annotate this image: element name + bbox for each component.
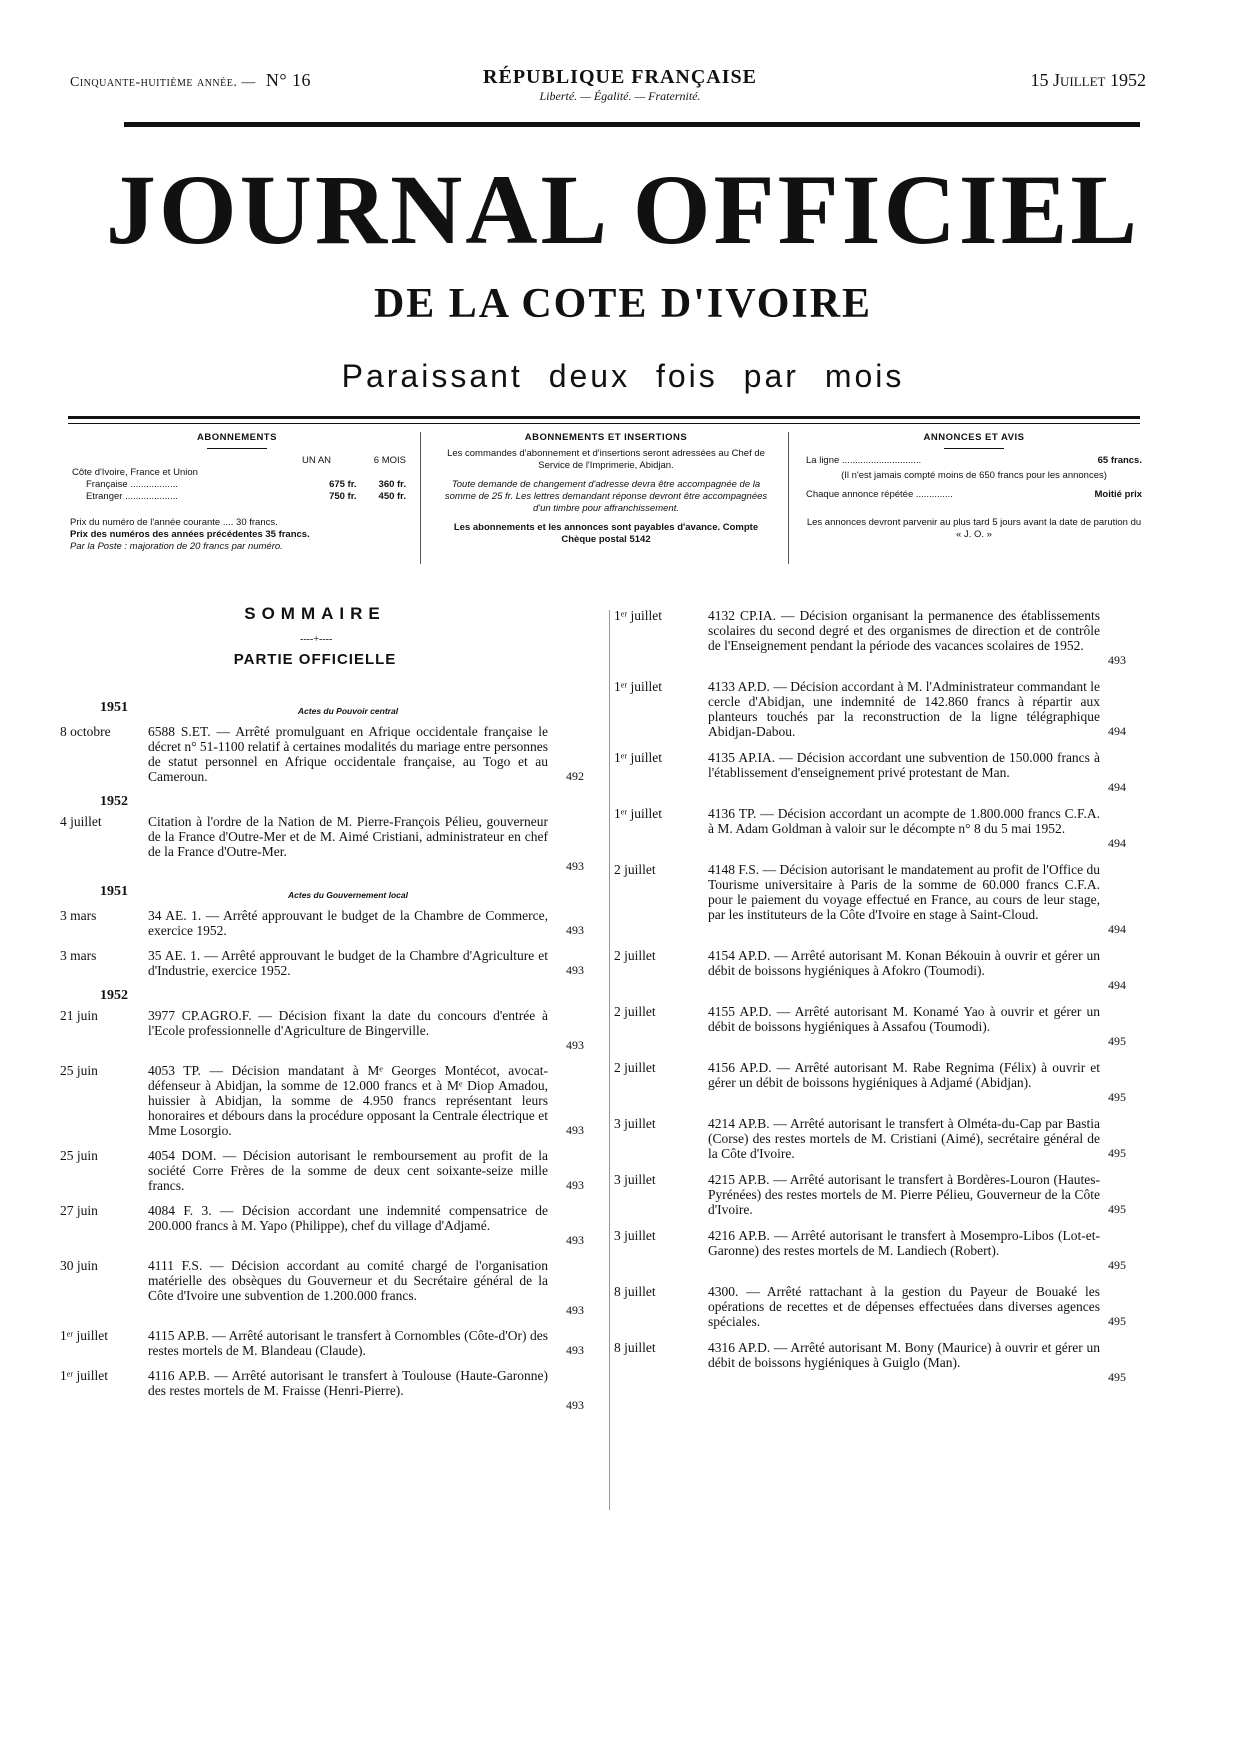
sommaire-entry: [614, 750, 1142, 795]
entry-date: 25 juin: [60, 1063, 98, 1078]
box-separator: [420, 432, 421, 564]
entry-page-number: 493: [566, 963, 584, 977]
entry-page-number: 493: [566, 1233, 584, 1247]
entry-date: 1ᵉʳ juillet: [614, 679, 663, 694]
issue-number: N° 16: [265, 70, 312, 90]
entry-text: 34 AE. 1. — Arrêté approuvant le budget de la Chambre de Commerce, exercice 1952.: [148, 908, 548, 938]
entry-date: 30 juin: [60, 1258, 98, 1273]
sommaire-entry: [614, 1340, 1142, 1385]
sommaire-entry: [60, 1368, 600, 1413]
republic-block: [440, 66, 800, 104]
annonces-line: [806, 455, 1142, 467]
entry-date: 1ᵉʳ juillet: [614, 608, 663, 623]
sommaire-entry: [60, 908, 600, 938]
entry-date: 27 juin: [60, 1203, 98, 1218]
republic-title: RÉPUBLIQUE FRANÇAISE: [483, 66, 757, 88]
entry-page-number: 493: [1108, 653, 1126, 667]
box-separator: [788, 432, 789, 564]
sommaire-entry: [614, 1284, 1142, 1329]
insertions-paragraph: Les abonnements et les annonces sont payables d'avance. Compte Chèque postal 5142: [453, 522, 759, 545]
year-heading: 1951: [100, 700, 128, 715]
annonces-heading: ANNONCES ET AVIS: [923, 432, 1025, 443]
row-label: Française ..................: [86, 479, 178, 490]
sommaire-entry: [60, 948, 600, 978]
journal-subtitle: DE LA COTE D'IVOIRE: [373, 281, 873, 327]
entry-date: 3 juillet: [614, 1172, 656, 1187]
entry-date: 1ᵉʳ juillet: [60, 1368, 109, 1383]
entry-date: 3 juillet: [614, 1116, 656, 1131]
heading-underline: [944, 448, 1004, 449]
entry-page-number: 495: [1108, 1314, 1126, 1328]
sommaire-entry: [614, 1172, 1142, 1217]
annonces-value: Moitié prix: [1094, 489, 1142, 500]
annonces-label: La ligne ..............................: [806, 455, 922, 466]
entry-text: 4148 F.S. — Décision autorisant le mandatement au profit de l'Office du Tourisme universitaire à Paris de la somme de 60.000 francs C.F.A. pour le paiement du voyage effectué en France, au cours de leur stage, par les instituteurs de la Côte d'Ivoire en stage à Saint-Cloud.: [708, 862, 1100, 922]
annonces-note: (Il n'est jamais compté moins de 650 francs pour les annonces): [841, 470, 1107, 481]
entry-text: 4154 AP.D. — Arrêté autorisant M. Konan Békouin à ouvrir et gérer un débit de boissons hygiéniques à Afokro (Toumodi).: [708, 948, 1100, 978]
entry-text: 35 AE. 1. — Arrêté approuvant le budget de la Chambre d'Agriculture et d'Industrie, exercice 1952.: [148, 948, 548, 978]
sommaire-entry: [614, 1116, 1142, 1161]
entry-date: 8 juillet: [614, 1340, 656, 1355]
column-divider: [609, 610, 610, 1510]
entry-text: 4215 AP.B. — Arrêté autorisant le transfert à Bordères-Louron (Hautes-Pyrénées) des restes mortels de M. Pierre Pélieu, Gouverneur de la Côte d'Ivoire.: [708, 1172, 1100, 1217]
entry-page-number: 495: [1108, 1258, 1126, 1272]
header-rule: [124, 122, 1140, 127]
entry-text: 4115 AP.B. — Arrêté autorisant le transfert à Cornombles (Côte-d'Or) des restes mortels de M. Blandeau (Claude).: [148, 1328, 548, 1358]
abonnements-row: [62, 491, 412, 503]
sommaire-entry: [614, 1228, 1142, 1273]
sommaire-entry: [614, 1004, 1142, 1049]
partie-officielle-heading: PARTIE OFFICIELLE: [233, 651, 397, 668]
entry-page-number: 493: [566, 1303, 584, 1317]
entry-text: 4135 AP.IA. — Décision accordant une subvention de 150.000 francs à l'établissement d'enseignement privé protestant de Man.: [708, 750, 1100, 780]
annonces-deadline: Les annonces devront parvenir au plus tard 5 jours avant la date de parution du « J. O. »: [806, 517, 1142, 540]
entry-page-number: 494: [1108, 724, 1126, 738]
entry-date: 8 octobre: [60, 724, 111, 739]
entry-page-number: 495: [1108, 1146, 1126, 1160]
row-6months-price: 450 fr.: [378, 491, 406, 502]
entry-text: 4214 AP.B. — Arrêté autorisant le transfert à Olméta-du-Cap par Bastia (Corse) des restes mortels de M. Cristiani (Aimé), secrétaire général de la Côte d'Ivoire.: [708, 1116, 1100, 1161]
col-header-year: UN AN: [302, 455, 332, 466]
sommaire-entry: [614, 608, 1142, 668]
col-header-6months: 6 MOIS: [373, 455, 406, 466]
entry-page-number: 493: [566, 1398, 584, 1412]
entry-date: 4 juillet: [60, 814, 102, 829]
entry-text: 4132 CP.IA. — Décision organisant la permanence des établissements scolaires du second degré et des organismes de direction et de contrôle de l'Enseignement pendant la période des vacances scolaires de 1952.: [708, 608, 1100, 653]
section-heading: Actes du Gouvernement local: [288, 890, 408, 900]
sommaire-entry: [614, 1060, 1142, 1105]
sommaire-entry: [614, 948, 1142, 993]
entry-text: 4053 TP. — Décision mandatant à Mᵉ Georges Montécot, avocat-défenseur à Abidjan, la somme de 12.000 francs et à Mᵉ Diop Amadou, huissier à Abidjan, la somme de 4.950 francs représentant leurs honoraires et débours dans la procédure opposant la Centrale électrique et Mme Losorgio.: [148, 1063, 548, 1138]
sommaire-entry: [614, 806, 1142, 851]
entry-page-number: 495: [1108, 1370, 1126, 1384]
row-6months-price: 360 fr.: [378, 479, 406, 490]
sommaire-entry: [60, 814, 600, 874]
entry-text: 4111 F.S. — Décision accordant au comité chargé de l'organisation matérielle des obsèques du Gouverneur et du Secrétaire général de la Côte d'Ivoire une subvention de 1.200.000 francs.: [148, 1258, 548, 1303]
year-heading: 1952: [100, 988, 128, 1003]
sommaire-entry: [614, 679, 1142, 739]
entry-date: 25 juin: [60, 1148, 98, 1163]
insertions-heading: ABONNEMENTS ET INSERTIONS: [524, 432, 688, 443]
entry-text: 4116 AP.B. — Arrêté autorisant le transfert à Toulouse (Haute-Garonne) des restes mortels de M. Fraisse (Henri-Pierre).: [148, 1368, 548, 1398]
section-heading: Actes du Pouvoir central: [297, 706, 399, 716]
entry-date: 21 juin: [60, 1008, 98, 1023]
entry-date: 3 mars: [60, 948, 97, 963]
entry-page-number: 493: [566, 1038, 584, 1052]
entry-text: 4133 AP.D. — Décision accordant à M. l'Administrateur commandant le cercle d'Abidjan, une indemnité de 142.860 francs à répartir aux planteurs touchés par la reconstruction de la ligne télégraphique Abidjan-Dabou.: [708, 679, 1100, 739]
entry-text: Citation à l'ordre de la Nation de M. Pierre-François Pélieu, gouverneur de la France d'Outre-Mer et de M. Aimé Cristiani, administrateur en chef de la France d'Outre-Mer.: [148, 814, 548, 859]
entry-text: 4156 AP.D. — Arrêté autorisant M. Rabe Regnima (Félix) à ouvrir et gérer un débit de boissons hygiéniques à Adjamé (Abidjan).: [708, 1060, 1100, 1090]
entry-page-number: 493: [566, 923, 584, 937]
entry-text: 4316 AP.D. — Arrêté autorisant M. Bony (Maurice) à ouvrir et gérer un débit de boissons hygiéniques à Guiglo (Man).: [708, 1340, 1100, 1370]
insertions-paragraph: Toute demande de changement d'adresse devra être accompagnée de la somme de 25 fr. Les lettres demandant réponse devront être accompagnées d'un timbre pour affranchissement.: [444, 479, 768, 514]
annonces-line: [806, 489, 1142, 501]
entry-page-number: 495: [1108, 1090, 1126, 1104]
row-year-price: 675 fr.: [329, 479, 357, 490]
entry-text: 4054 DOM. — Décision autorisant le remboursement au profit de la société Corre Frères de la somme de deux cent soixante-seize mille francs.: [148, 1148, 548, 1193]
annonces-label: Chaque annonce répétée ..............: [806, 489, 953, 500]
sommaire-entry: [60, 1148, 600, 1193]
annonces-value: 65 francs.: [1097, 455, 1142, 466]
annonces-box: [806, 432, 1142, 541]
entry-text: 4216 AP.B. — Arrêté autorisant le transfert à Mosempro-Libos (Lot-et-Garonne) des restes mortels de M. Landiech (Robert).: [708, 1228, 1100, 1258]
year-label: Cinquante-huitième année. —: [70, 75, 256, 90]
abonnements-col-headers: [62, 455, 412, 467]
year-heading: 1951: [100, 884, 128, 899]
entry-page-number: 494: [1108, 780, 1126, 794]
left-column: [60, 700, 600, 1520]
heading-underline: [207, 448, 267, 449]
abonnements-row: [62, 479, 412, 491]
entry-page-number: 494: [1108, 836, 1126, 850]
entry-date: 1ᵉʳ juillet: [614, 806, 663, 821]
sommaire-ornament: ----+----: [300, 634, 333, 645]
sommaire-entry: [60, 1008, 600, 1053]
sommaire-entry: [614, 862, 1142, 937]
entry-page-number: 494: [1108, 922, 1126, 936]
entry-date: 3 juillet: [614, 1228, 656, 1243]
abonnements-box: [62, 432, 412, 553]
abonnements-region: Côte d'Ivoire, France et Union: [72, 467, 198, 478]
right-column: [614, 608, 1142, 1518]
entry-page-number: 495: [1108, 1034, 1126, 1048]
entry-date: 2 juillet: [614, 1060, 656, 1075]
entry-text: 3977 CP.AGRO.F. — Décision fixant la date du concours d'entrée à l'Ecole professionnelle d'Agriculture de Bingerville.: [148, 1008, 548, 1038]
year-number-label: [70, 70, 311, 91]
sommaire-entry: [60, 1258, 600, 1318]
entry-text: 4155 AP.D. — Arrêté autorisant M. Konamé Yao à ouvrir et gérer un débit de boissons hygiéniques à Assafou (Toumodi).: [708, 1004, 1100, 1034]
entry-date: 1ᵉʳ juillet: [614, 750, 663, 765]
abonnements-heading: ABONNEMENTS: [197, 432, 277, 443]
sommaire-entry: [60, 1063, 600, 1138]
republic-motto: Liberté. — Égalité. — Fraternité.: [539, 89, 701, 103]
entry-page-number: 493: [566, 859, 584, 873]
sommaire-entry: [60, 724, 600, 784]
masthead-rule: [68, 416, 1140, 424]
sommaire-entry: [60, 1328, 600, 1358]
insertions-paragraph: Les commandes d'abonnement et d'insertions seront adressées au Chef de Service de l'Imprimerie, Abidjan.: [447, 448, 765, 471]
entry-text: 4084 F. 3. — Décision accordant une indemnité compensatrice de 200.000 francs à M. Yapo (Philippe), chef du village d'Adjamé.: [148, 1203, 548, 1233]
journal-title: JOURNAL OFFICIEL: [105, 154, 1141, 265]
entry-date: 8 juillet: [614, 1284, 656, 1299]
price-line: Prix du numéro de l'année courante .... 30 francs.: [70, 517, 278, 528]
price-line: Par la Poste : majoration de 20 francs par numéro.: [70, 541, 283, 552]
entry-page-number: 492: [566, 769, 584, 783]
entry-date: 2 juillet: [614, 862, 656, 877]
row-label: Etranger ....................: [86, 491, 178, 502]
entry-text: 4136 TP. — Décision accordant un acompte de 1.800.000 francs C.F.A. à M. Adam Goldman à valoir sur le décompte n° 8 du 5 mai 1952.: [708, 806, 1100, 836]
entry-page-number: 495: [1108, 1202, 1126, 1216]
entry-date: 2 juillet: [614, 948, 656, 963]
entry-page-number: 494: [1108, 978, 1126, 992]
entry-date: 3 mars: [60, 908, 97, 923]
entry-page-number: 493: [566, 1178, 584, 1192]
row-year-price: 750 fr.: [329, 491, 357, 502]
journal-tagline: Paraissant deux fois par mois: [341, 358, 905, 394]
entry-page-number: 493: [566, 1123, 584, 1137]
entry-date: 1ᵉʳ juillet: [60, 1328, 109, 1343]
insertions-box: [438, 432, 774, 546]
entry-date: 2 juillet: [614, 1004, 656, 1019]
year-heading: 1952: [100, 794, 128, 809]
entry-page-number: 493: [566, 1343, 584, 1357]
sommaire-heading: SOMMAIRE: [244, 604, 386, 623]
issue-date: 15 Juillet 1952: [1030, 70, 1146, 90]
entry-text: 4300. — Arrêté rattachant à la gestion du Payeur de Bouaké les opérations de recettes et de dépenses effectuées dans diverses agences spéciales.: [708, 1284, 1100, 1329]
sommaire-entry: [60, 1203, 600, 1248]
price-line: Prix des numéros des années précédentes 35 francs.: [70, 529, 310, 540]
entry-text: 6588 S.ET. — Arrêté promulguant en Afrique occidentale française le décret n° 51-1100 relatif à certaines modalités du mariage entre personnes de statut personnel en Afrique occidentale française, au Togo et au Cameroun.: [148, 724, 548, 784]
